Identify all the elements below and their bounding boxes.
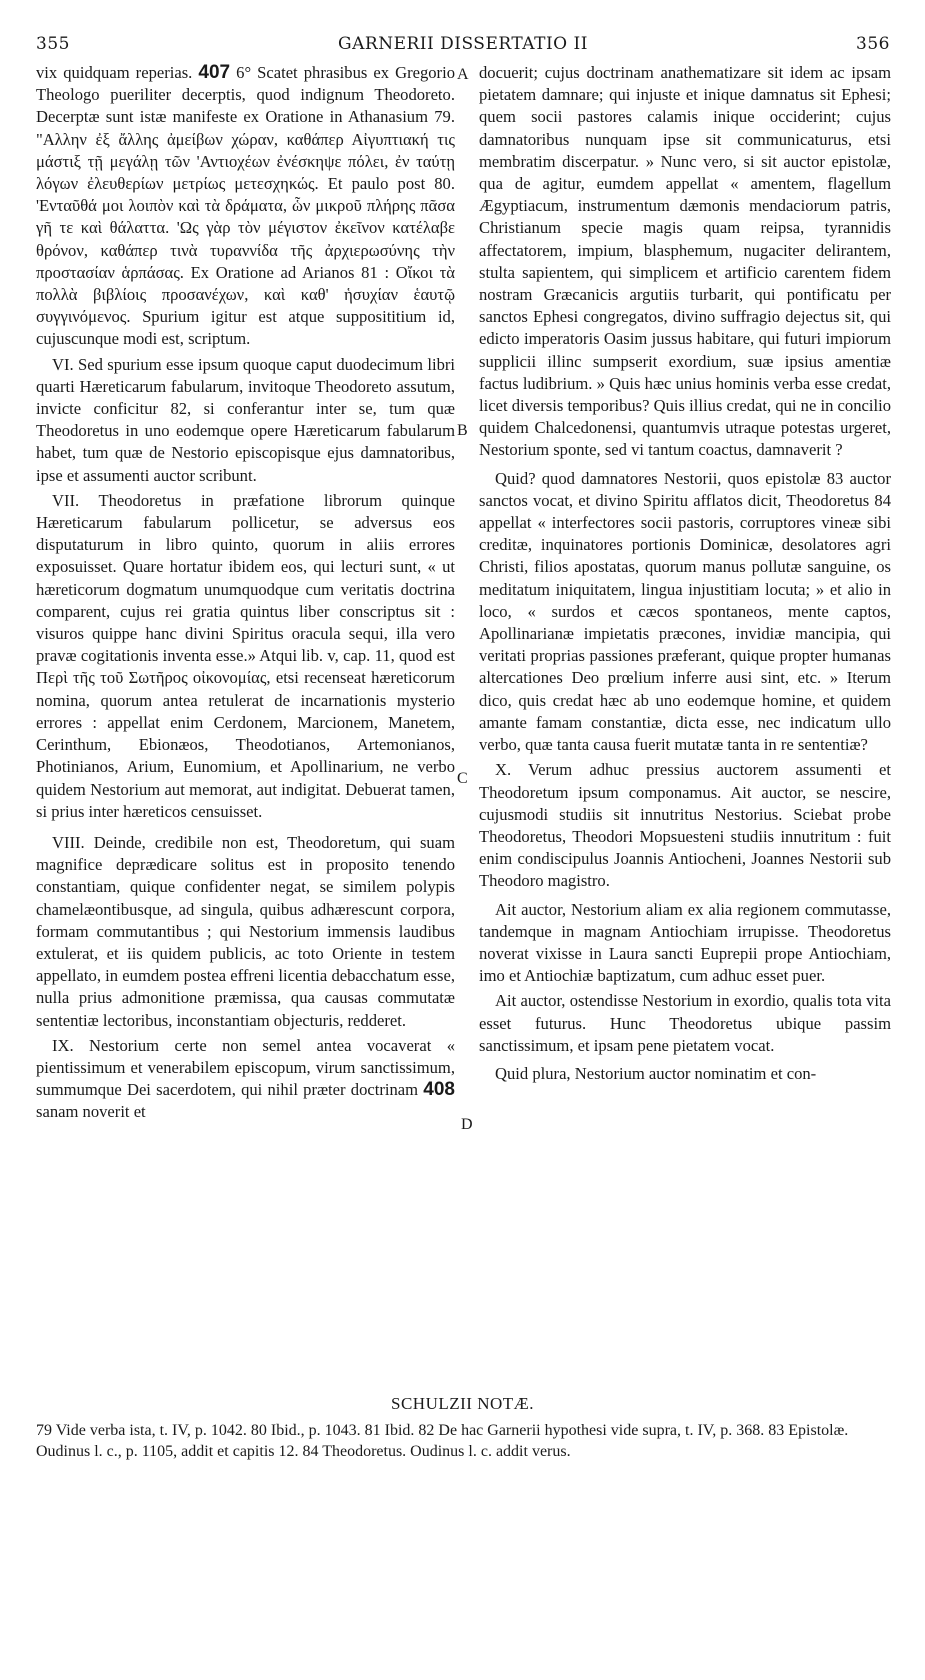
page-title: GARNERII DISSERTATIO II bbox=[338, 34, 588, 54]
paragraph-docuerit: docuerit; cujus doctrinam anathematizare sit idem ac ipsam pietatem damnare; qui injuste et inique damnatus sit Ephesi; quem socii pastores calamis inique occiderint; cujus damnatoribus nunquam ipse sit communicaturus, etsi membratim discerpatur. » Nunc vero, si sit auctor epistolæ, qua de agitur, eumdem appellat « amentem, flagellum Ægyptiacum, instrumentum dæmonis mendaciorum patris, Christianum specie magis quam reipsa, tyrannidis affectatorem, impium, blasphemum, nugaciter delirantem, stulta sapientem, qui simplicem et artificio carentem fidem nostram Græcanicis argutiis turbarit, qui pontificatu per sanctos Ephesi congregatos, divino suffragio dejectus sit, qui edicto imperatoris Oasim jussus habitare, qui futuri impiorum supplicii illinc sumpserit exordium, suæ ipsius amentiæ factus ludibrium. » Quis hæc unius hominis verba esse credat, licet diversis temporibus? Quis illius credat, qui ne in concilio quidem Chalcedonensi, quantumvis utraque potestas urgeret, Nestorium sponte, sed vi tantum coactus, damnaverit ? bbox=[479, 63, 891, 460]
paragraph-vii: VII. Theodoretus in præfatione librorum quinque Hæreticarum fabularum pollicetur, se adversus eos disputaturum in libro quinto, quorum in aliis errores exposuisset. Quare hortatur ibidem eos, qui lecturi sunt, « ut hæreticorum dogmatum unumquodque cum veritatis doctrina comparent, cujus rei gratia quintus liber conscriptus sit : visuros quippe hanc divini Spiritus oracula sequi, illa vero pravæ cogitationis inventa esse.» Atqui lib. v, cap. 11, quod est Περὶ τῆς τοῦ Σωτῆρος οἰκονομίας, etsi recenseat hæreticorum nomina, quorum antea retulerat de incarnationis mysterio errores : appellat enim Cerdonem, Marcionem, Manetem, Cerinthum, Ebionæos, Theodotianos, Artemonianos, Photinianos, Arium, Eunomium, et Apollinarium, ne verbo quidem Nestorium aut memorat, aut indigitat. Debuerat tamen, si prius inter hæreticos censuisset. bbox=[36, 490, 455, 821]
margin-letter-c: C bbox=[457, 770, 468, 787]
page-number-right: 356 bbox=[856, 34, 890, 54]
paragraph-scatet bbox=[36, 62, 455, 351]
paragraph-ait-auctor-2: Ait auctor, ostendisse Nestorium in exordio, qualis tota vita esset futurus. Hunc Theodoretus ubique passim sanctissimum, et ipsam pene pietatem vocat. bbox=[479, 991, 891, 1055]
paragraph-text: sanam noverit et bbox=[36, 1102, 146, 1122]
footnotes bbox=[36, 1420, 890, 1462]
margin-letter-d: D bbox=[461, 1116, 473, 1133]
paragraph-ait-auctor-1: Ait auctor, Nestorium aliam ex alia regionem commutasse, tandemque in magnam Antiochiam irrupisse. Theodoretus noverat vixisse in Laura sancti Euprepii prope Antiochiam, imo et Antiochiæ baptizatum, cum adhuc esset puer. bbox=[479, 899, 891, 986]
paragraph-viii: VIII. Deinde, credibile non est, Theodoretum, qui suam magnifice deprædicare solitus est in proposito tenendo constantiam, quique confidenter negat, se similem polypis chamelæontibusque, ad singula, quibus adhærescunt corpora, formam commutantibus ; qui Nestorium immensis laudibus extulerat, et iis quidem publicis, ac toto Oriente in testem appellato, in eumdem postea effreni licentia debacchatum esse, nulla prius admonitione præmissa, qua causas commutatæ sententiæ lectoribus, inconstantiam objecturis, redderet. bbox=[36, 832, 455, 1030]
paragraph-vi: VI. Sed spurium esse ipsum quoque caput duodecimum libri quarti Hæreticarum fabularum, invitoque Theodoreto assutum, invicte conficitur 82, si conferantur inter se, tum quæ Theodoretus in uno eodemque opere Hæreticarum fabularum habet, tum quæ de Nestorio episcopisque ejus damnatoribus, ipse et assumenti auctor scribunt. bbox=[36, 354, 455, 485]
running-head bbox=[36, 34, 890, 60]
page-number-left: 355 bbox=[36, 34, 70, 54]
margin-letter-a: A bbox=[457, 66, 469, 83]
paragraph-quid-plura: Quid plura, Nestorium auctor nominatim et con- bbox=[495, 1063, 817, 1083]
paragraph-text: 6° Scatet phrasibus ex Gregorio Theologo pueriliter decerptis, quod indignum Theodoreto. Decerptæ sunt istæ manifeste ex Oratione in Athanasium 79. "Αλλην ἐξ ἄλλης ἀμείβων χώραν, καθάπερ Αἰγυπτιακή τις μάστιξ τῇ μεγάλῃ τῶν 'Αντιοχέων ἐνέσκηψε πόλει, ἐν ταύτῃ λόγων ἐλευθερίων μετρίως μετεσχηκώς. Et paulo post 80. 'Ενταῦθά μοι λοιπὸν καὶ τὰ δράματα, ὧν μικροῦ πλήρης πᾶσα γῆ τε καὶ θάλαττα. 'Ως γὰρ τὸν μέγιστον ἐκεῖνον κατέλαβε θρόνον, καθάπερ τινὰ τυραννίδα τῆς ἀρχιερωσύνης τὴν προστασίαν ἁρπάσας. Ex Oratione ad Arianos 81 : Οἴκοι τὰ πολλὰ βιβλίοις προσανέχων, καὶ καθ' ἡσυχίαν ἑαυτῷ συγγινόμενος. Spurium igitur est atque supposititium id, cujuscunque modi est, scriptum. bbox=[36, 63, 455, 349]
footnote-text: 79 Vide verba ista, t. IV, p. 1042. 80 Ibid., p. 1043. 81 Ibid. 82 De hac Garnerii hypothesi vide supra, t. IV, p. 368. 83 Epistolæ. Oudinus l. c., p. 1105, addit et capitis 12. 84 Theodoretus. Oudinus l. c. addit verus. bbox=[36, 1422, 849, 1460]
margin-letter-b: B bbox=[457, 422, 468, 439]
paragraph-text: IX. Nestorium certe non semel antea vocaverat « pientissimum et venerabilem episcopum, virum sanctissimum, summumque Dei sacerdotem, qui nihil præter doctrinam bbox=[36, 1035, 455, 1100]
paragraph-ix bbox=[36, 1035, 455, 1124]
paragraph-text: vix quidquam reperias. bbox=[36, 63, 199, 82]
column-marker-408: 408 bbox=[423, 1079, 455, 1101]
paragraph-quid: Quid? quod damnatores Nestorii, quos epistolæ 83 auctor sanctos vocat, et divino Spiritu afflatos dicit, Theodoretus 84 appellat « interfectores socii pastoris, corruptores vineæ sibi creditæ, inquinatores portionis Dominicæ, desolatores agri Christi, filios apostatas, quorum manus pollutæ sanguine, os meditatum iniquitatem, lingua injustitiam locuta; » et alio in loco, « surdos et cæcos spontaneos, mente captos, Apollinarianæ impietatis præcones, invidiæ mancipia, qui veritati proprias passiones præferant, quique propter humanas altercationes Deo prœlium inferre ausi sint, etc. » Iterum dico, quis credat hæc ab uno eodemque homine, et quidem amante famam constantiæ, dicta esse, nec indicatum ullo verbo, quæ tanta causa fuerit mutatæ tanta in re sententiæ? bbox=[479, 468, 891, 755]
notes-title: SCHULZII NOTÆ. bbox=[391, 1394, 534, 1413]
paragraph-x: X. Verum adhuc pressius auctorem assumenti et Theodoretum ipsum componamus. Ait auctor, se nescire, cujusmodi studiis sit innutritus Nestorius. Sciebat probe Theodoretus, Theodori Mopsuesteni studiis innutritum : fuit enim condiscipulus Joannis Antiocheni, Joannes Nestorii sub Theodoro magistro. bbox=[479, 760, 891, 891]
column-marker-407: 407 bbox=[198, 62, 231, 83]
